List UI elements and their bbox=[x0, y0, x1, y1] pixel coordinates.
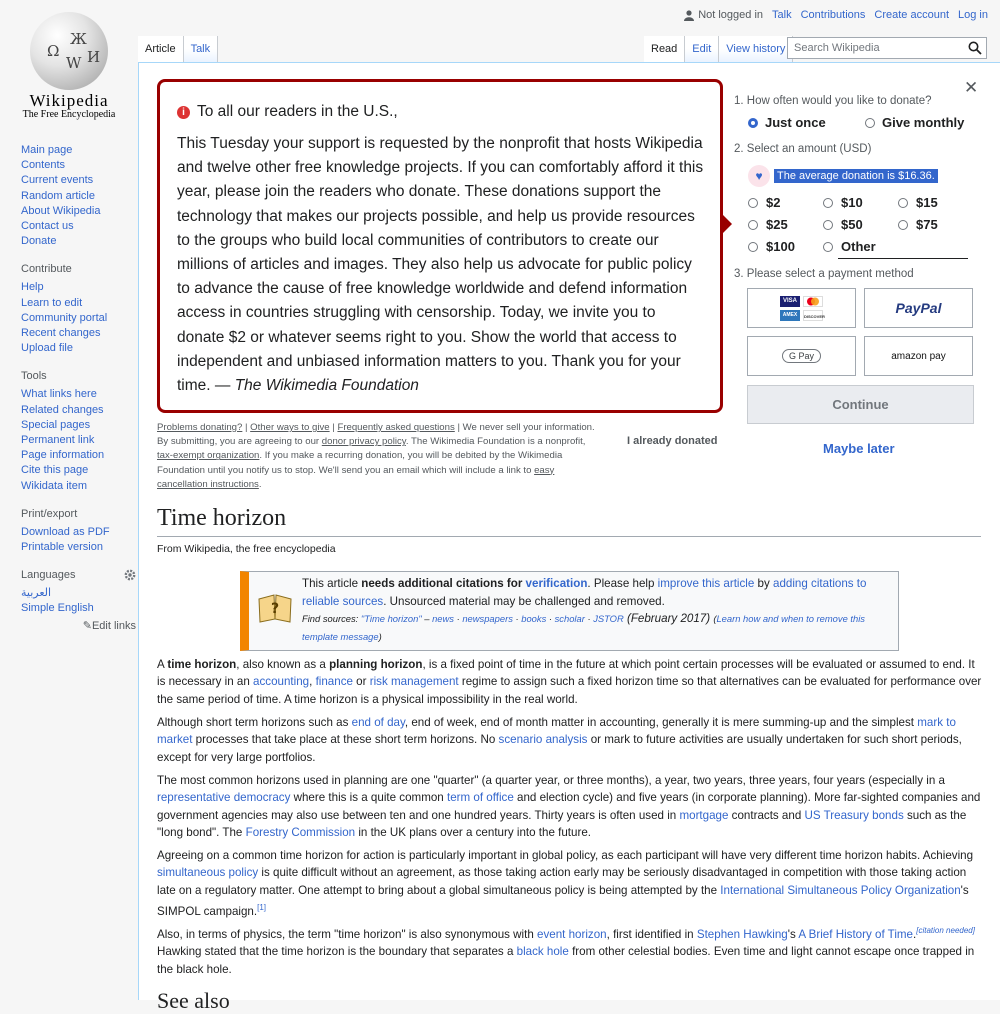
page-title: Time horizon bbox=[157, 505, 981, 537]
amount-75[interactable]: $75 bbox=[898, 217, 938, 232]
tax-exempt-link[interactable]: tax-exempt organization bbox=[157, 450, 260, 462]
wordmark: Wikipedia bbox=[29, 91, 109, 110]
cancellation-link[interactable]: easy cancellation instructions bbox=[157, 464, 555, 490]
sidebar-item-lang-arabic[interactable]: العربية bbox=[21, 587, 52, 600]
banner-pointer bbox=[723, 215, 732, 233]
continue-button[interactable]: Continue bbox=[747, 385, 974, 424]
average-donation: The average donation is $16.36. bbox=[774, 169, 938, 183]
sidebar-item-cite-this-page[interactable]: Cite this page bbox=[21, 464, 89, 477]
event-horizon-link[interactable]: event horizon bbox=[537, 927, 607, 941]
tab-talk[interactable]: Talk bbox=[184, 36, 219, 62]
other-amount-input[interactable] bbox=[838, 258, 968, 259]
card-payment-button[interactable] bbox=[747, 288, 856, 328]
verification-link[interactable]: verification bbox=[525, 577, 588, 590]
reference-1[interactable]: [1] bbox=[257, 903, 266, 913]
navigation-portal bbox=[21, 143, 136, 249]
forestry-commission-link[interactable]: Forestry Commission bbox=[245, 826, 356, 840]
contributions-link[interactable]: Contributions bbox=[800, 9, 866, 21]
amount-25[interactable]: $25 bbox=[748, 217, 788, 232]
user-icon bbox=[684, 10, 694, 21]
books-link[interactable]: books bbox=[521, 613, 547, 624]
representative-democracy-link[interactable]: representative democracy bbox=[157, 791, 291, 805]
amount-15[interactable]: $15 bbox=[898, 195, 938, 210]
logo-tagline: The Free Encyclopedia bbox=[22, 109, 116, 120]
amount-2[interactable]: $2 bbox=[748, 195, 780, 210]
edit-links[interactable]: Edit links bbox=[91, 619, 136, 632]
mortgage-link[interactable]: mortgage bbox=[679, 808, 729, 822]
talk-link[interactable]: Talk bbox=[772, 9, 792, 21]
not-logged-in: Not logged in bbox=[698, 9, 764, 21]
tab-edit[interactable]: Edit bbox=[685, 36, 719, 62]
print-portal bbox=[21, 508, 136, 555]
log-in-link[interactable]: Log in bbox=[958, 9, 988, 21]
sidebar-item-printable-version[interactable]: Printable version bbox=[21, 541, 103, 554]
search-input[interactable]: Search Wikipedia bbox=[787, 37, 987, 59]
faq-link[interactable]: Frequently asked questions bbox=[337, 422, 455, 433]
sidebar-item-contents[interactable]: Contents bbox=[21, 159, 66, 172]
amount-100[interactable]: $100 bbox=[748, 239, 795, 254]
problems-donating-link[interactable]: Problems donating? bbox=[157, 422, 243, 433]
sidebar-item-recent-changes[interactable]: Recent changes bbox=[21, 327, 101, 340]
see-also-heading: See also bbox=[157, 988, 230, 1013]
site-tagline: From Wikipedia, the free encyclopedia bbox=[157, 543, 336, 555]
info-icon: i bbox=[177, 106, 190, 119]
freq-once-radio[interactable] bbox=[748, 118, 758, 128]
sidebar-item-wikidata-item[interactable]: Wikidata item bbox=[21, 479, 88, 492]
wikipedia-logo[interactable] bbox=[0, 0, 138, 130]
news-link[interactable]: news bbox=[432, 613, 454, 624]
book-icon bbox=[257, 589, 293, 625]
term-of-office-link[interactable]: term of office bbox=[446, 791, 514, 805]
contribute-portal bbox=[21, 263, 136, 356]
sidebar-item-what-links-here[interactable]: What links here bbox=[21, 388, 97, 401]
sidebar-item-learn-to-edit[interactable]: Learn to edit bbox=[21, 296, 83, 309]
scholar-link[interactable]: scholar bbox=[554, 613, 585, 624]
languages-portal bbox=[21, 569, 136, 634]
paragraph-4: Agreeing on a common time horizon for action is particularly important in global policy, as each participant will have very different time horizon habits. Achieving simultaneous policy is quite difficult without an agreement, as those taking action early may be seriously disadvantaged in competition with those taking action late on a regulatory matter. One attempt to bring about a global simultaneous policy is being attempted by the International Simultaneous Policy Organization's SIMPOL campaign.[1] bbox=[157, 849, 974, 919]
tab-view-history[interactable]: View history bbox=[719, 36, 793, 62]
freq-monthly-radio[interactable] bbox=[865, 118, 875, 128]
payment-question: 3. Please select a payment method bbox=[734, 268, 914, 280]
accounting-link[interactable]: accounting bbox=[253, 675, 310, 689]
amazon-pay-button[interactable]: amazon pay bbox=[864, 336, 973, 376]
citation-notice: ? This article needs additional citations for verification. Please help improve this article by adding citations to reliable sources. Unsourced material may be challenged and removed. Find sources: "Time horizon" – news · newspapers · books · scholar · JSTOR (February 2017) (Learn how and when to remove this template message) bbox=[240, 571, 899, 651]
stephen-hawking-link[interactable]: Stephen Hawking bbox=[696, 927, 788, 941]
paragraph-1: A time horizon, also known as a planning horizon, is a fixed point of time in the future at which point certain processes will be evaluated or assumed to end. It is necessary in an accounting, finance or risk management regime to assign such a fixed horizon time so that alternatives can be evaluated for performance over the same period of time. A time horizon is a physical impossibility in the real world. bbox=[157, 658, 982, 706]
tab-article[interactable]: Article bbox=[138, 36, 184, 62]
sidebar-item-donate[interactable]: Donate bbox=[21, 235, 57, 248]
freq-monthly-option[interactable]: Give monthly bbox=[865, 115, 964, 130]
other-ways-link[interactable]: Other ways to give bbox=[250, 422, 330, 433]
newspapers-link[interactable]: newspapers bbox=[462, 613, 513, 624]
amount-10[interactable]: $10 bbox=[823, 195, 863, 210]
sidebar bbox=[21, 143, 136, 648]
create-account-link[interactable]: Create account bbox=[874, 9, 950, 21]
risk-management-link[interactable]: risk management bbox=[369, 675, 459, 689]
find-sources-query-link[interactable]: "Time horizon" bbox=[360, 613, 422, 624]
frequency-question: 1. How often would you like to donate? bbox=[734, 95, 932, 107]
heart-icon: ♥ bbox=[748, 165, 770, 187]
paragraph-5: Also, in terms of physics, the term "time horizon" is also synonymous with event horizon, first identified in Stephen Hawking's A Brief History of Time.[citation needed] Hawking stated that the time horizon is the boundary that separates a black hole from other celestial bodies. Even time and light cannot escape once trapped in the black hole. bbox=[157, 926, 975, 976]
sidebar-item-community-portal[interactable]: Community portal bbox=[21, 311, 108, 324]
scenario-analysis-link[interactable]: scenario analysis bbox=[498, 733, 588, 747]
brief-history-of-time-link[interactable]: A Brief History of Time bbox=[798, 927, 914, 941]
maybe-later-button[interactable]: Maybe later bbox=[823, 441, 895, 456]
amex-icon: AMEX bbox=[780, 310, 800, 321]
view-tabs bbox=[644, 36, 793, 62]
personal-tools bbox=[684, 9, 988, 21]
black-hole-link[interactable]: black hole bbox=[516, 945, 569, 959]
us-treasury-bonds-link[interactable]: US Treasury bonds bbox=[804, 808, 904, 822]
sidebar-item-main-page[interactable]: Main page bbox=[21, 144, 73, 156]
remove-template-link[interactable]: Learn how and when to remove this template message bbox=[302, 613, 865, 642]
amount-50[interactable]: $50 bbox=[823, 217, 863, 232]
freq-once-option[interactable]: Just once bbox=[748, 115, 826, 130]
languages-heading: Languages bbox=[21, 569, 76, 582]
banner-signature: The Wikimedia Foundation bbox=[234, 377, 419, 395]
jstor-link[interactable]: JSTOR bbox=[593, 613, 624, 624]
close-icon[interactable]: ✕ bbox=[964, 78, 979, 97]
tab-read[interactable]: Read bbox=[644, 36, 685, 62]
sidebar-item-about[interactable]: About Wikipedia bbox=[21, 204, 101, 217]
paragraph-3: The most common horizons used in planning are one "quarter" (a quarter year, or three months), a year, two years, three years, four years (especially in a representative democracy where this is a quite common term of office and election cycle) and five years (in corporate planning). More far-sighted companies and government agencies may also use between ten and one hundred years. Thirty years is often used in mortgage contracts and US Treasury bonds such as the "long bond". The Forestry Commission in the UK plans over a century into the future. bbox=[157, 774, 981, 840]
adding-citations-link[interactable]: adding citations to reliable sources bbox=[302, 577, 867, 608]
gear-icon[interactable] bbox=[124, 569, 136, 581]
google-pay-button[interactable]: G Pay bbox=[747, 336, 856, 376]
donation-fine-print: Problems donating? | Other ways to give | Frequently asked questions | We never sell your information. By submitting, you are agreeing to our donor privacy policy. The Wikimedia Foundation is a nonprofit, tax-exempt organization. If you make a recurring donation, you will be debited by the Wikimedia Foundation until you notify us to stop. We'll send you an email which will include a link to easy cancellation instructions. bbox=[157, 422, 595, 490]
sidebar-item-permanent-link[interactable]: Permanent link bbox=[21, 434, 95, 447]
sidebar-item-related-changes[interactable]: Related changes bbox=[21, 403, 104, 416]
tools-heading: Tools bbox=[21, 370, 47, 383]
simpol-link[interactable]: International Simultaneous Policy Organization bbox=[720, 883, 961, 897]
visa-icon: VISA bbox=[780, 296, 800, 307]
sidebar-item-special-pages[interactable]: Special pages bbox=[21, 418, 91, 431]
citation-needed-link[interactable]: [citation needed] bbox=[916, 926, 975, 935]
namespace-tabs bbox=[138, 36, 218, 62]
sidebar-item-lang-simple-english[interactable]: Simple English bbox=[21, 602, 94, 615]
print-heading: Print/export bbox=[21, 507, 78, 520]
banner-message: This Tuesday your support is requested by the nonprofit that hosts Wikipedia and twelve other free knowledge projects. If you can comfortably afford it this year, please join the readers who donate. These donations support the technology that makes our projects possible, and help us provide resources to the groups who build local communities of contributors to create our millions of articles and images. They also help us advocate for public policy to advance the cause of free knowledge worldwide and defend information access in countries struggling with censorship. Today, we invite you to donate $2 or whatever seems right to you. Show the world that access to independent and unbiased information matters to you. Thank you for your time. — The Wikimedia Foundation bbox=[177, 135, 704, 395]
paragraph-2: Although short term horizons such as end of day, end of week, end of month matter in accounting, generally it is mere summing-up and the simplest mark to market processes that take place at these short term horizons. No scenario analysis or mark to future activities are usually undertaken for such short periods, except for very large portfolios. bbox=[157, 716, 962, 764]
sidebar-item-download-pdf[interactable]: Download as PDF bbox=[21, 525, 110, 538]
already-donated-link[interactable]: I already donated bbox=[627, 435, 718, 447]
finance-link[interactable]: finance bbox=[315, 675, 353, 689]
tools-portal bbox=[21, 370, 136, 493]
paypal-button[interactable]: PayPal bbox=[864, 288, 973, 328]
amount-other[interactable]: Other bbox=[823, 239, 876, 254]
improve-article-link[interactable]: improve this article bbox=[657, 577, 755, 590]
privacy-policy-link[interactable]: donor privacy policy bbox=[321, 436, 406, 448]
simultaneous-policy-link[interactable]: simultaneous policy bbox=[157, 866, 259, 880]
banner-greeting: To all our readers in the U.S., bbox=[197, 103, 398, 120]
contribute-heading: Contribute bbox=[21, 263, 72, 276]
mastercard-icon bbox=[803, 296, 823, 307]
sidebar-item-contact[interactable]: Contact us bbox=[21, 220, 74, 233]
sidebar-item-upload-file[interactable]: Upload file bbox=[21, 342, 73, 355]
pencil-icon: ✎ bbox=[82, 619, 92, 632]
search-icon[interactable] bbox=[968, 41, 982, 55]
end-of-day-link[interactable]: end of day bbox=[351, 716, 405, 729]
globe-icon: Ω Ж W И bbox=[30, 12, 108, 90]
sidebar-item-random-article[interactable]: Random article bbox=[21, 189, 95, 202]
mark-to-market-link[interactable]: mark to market bbox=[157, 716, 956, 747]
donate-form bbox=[734, 78, 984, 468]
sidebar-item-help[interactable]: Help bbox=[21, 281, 44, 294]
sidebar-item-current-events[interactable]: Current events bbox=[21, 174, 94, 187]
svg-text:?: ? bbox=[270, 601, 280, 617]
donation-banner bbox=[157, 79, 723, 413]
amount-question: 2. Select an amount (USD) bbox=[734, 143, 872, 155]
discover-icon: DISCOVER bbox=[803, 310, 823, 321]
sidebar-item-page-information[interactable]: Page information bbox=[21, 449, 105, 462]
